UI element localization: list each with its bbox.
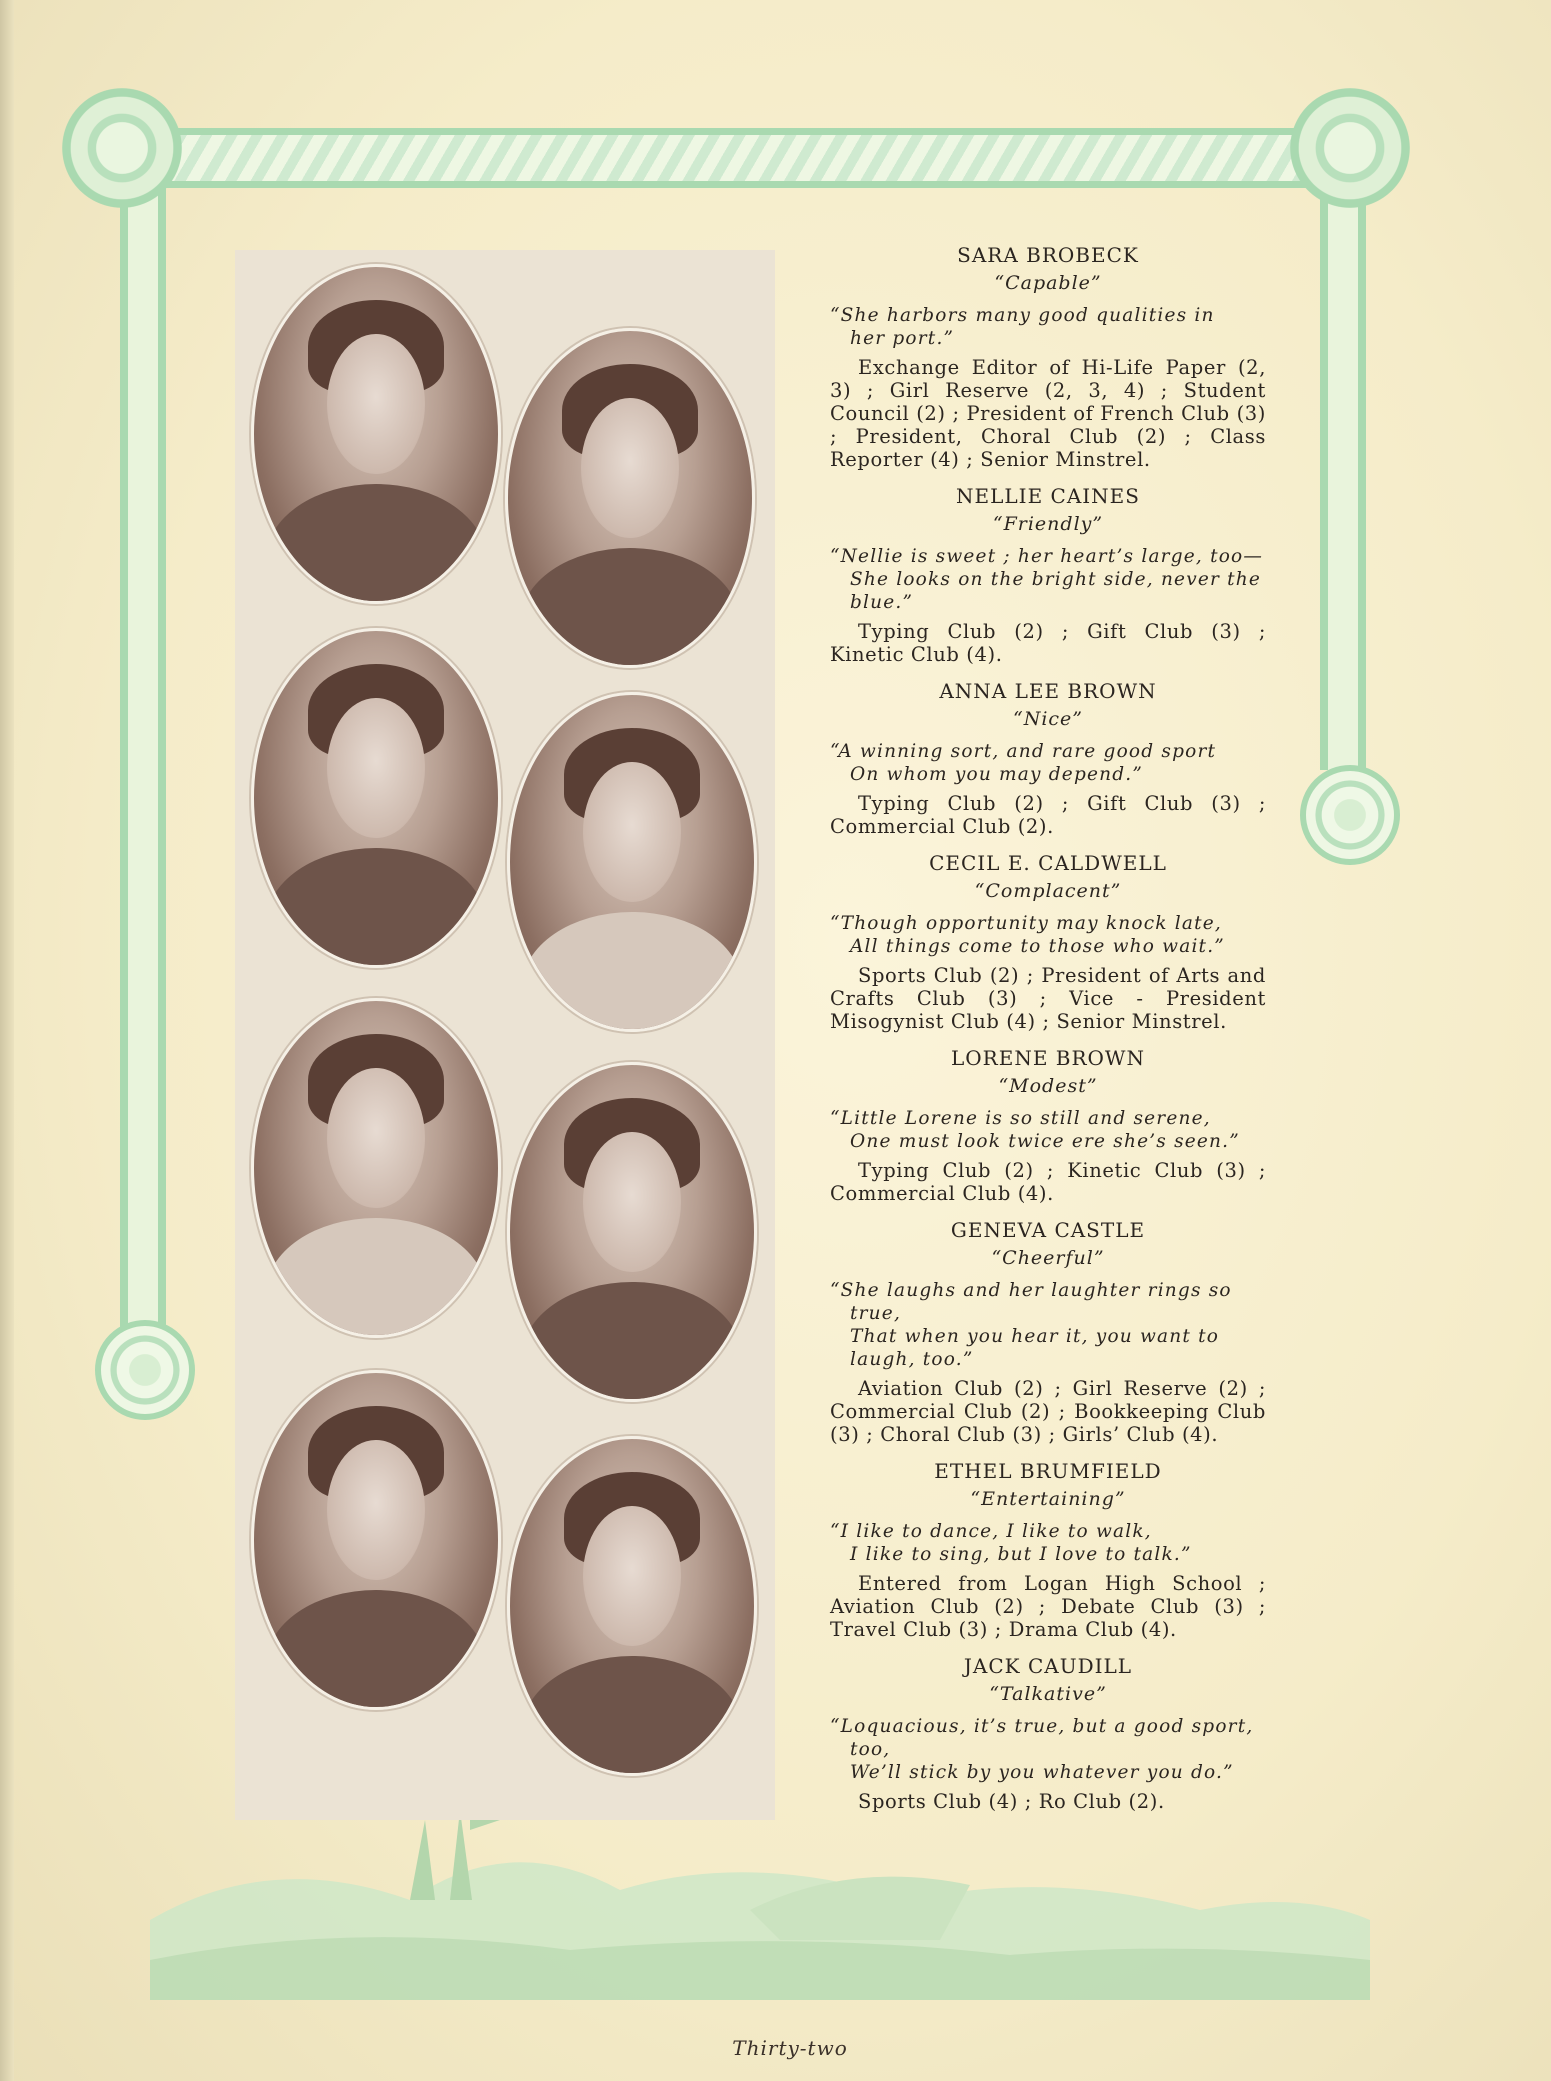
student-nickname: “Modest” (998, 1075, 1098, 1097)
student-activities: Entered from Logan High School ; Aviation Club (2) ; Debate Club (3) ; Travel Club (3) ; Drama Club (4). (830, 1572, 1266, 1641)
student-nickname: “Complacent” (974, 880, 1122, 902)
medallion-right (1300, 765, 1400, 865)
quote-line: One must look twice ere she’s seen.” (850, 1131, 1240, 1152)
student-name: JACK CAUDILL (963, 1654, 1133, 1678)
border-right-column (1320, 150, 1366, 770)
quote-line: “I like to dance, I like to walk, (830, 1521, 1152, 1542)
quote-line: She looks on the bright side, never the (850, 569, 1262, 590)
student-nickname: “Friendly” (992, 513, 1104, 535)
quote-line: All things come to those who wait.” (850, 936, 1225, 957)
portrait-anna-lee-brown (251, 628, 501, 968)
quote-line: “Nellie is sweet ; her heart’s large, too— (830, 546, 1264, 567)
student-activities: Typing Club (2) ; Gift Club (3) ; Kinetic Club (4). (830, 620, 1266, 666)
student-activities: Exchange Editor of Hi-Life Paper (2, 3) ; Girl Reserve (2, 3, 4) ; Student Council (2) ; President of French Club (3) ; President, Choral Club (2) ; Class Reporter (4) ; Senior Minstrel. (830, 356, 1266, 471)
student-name: GENEVA CASTLE (950, 1218, 1146, 1242)
entry-nellie-caines (830, 485, 1266, 666)
student-activities: Typing Club (2) ; Kinetic Club (3) ; Commercial Club (4). (830, 1159, 1266, 1205)
quote-line: her port.” (850, 328, 955, 349)
entry-geneva-castle (830, 1219, 1266, 1446)
quote-line: “She harbors many good qualities in (830, 305, 1215, 326)
corner-ornament-right (1290, 88, 1410, 208)
student-activities: Sports Club (4) ; Ro Club (2). (858, 1790, 1165, 1813)
student-quote (830, 1279, 1266, 1371)
student-quote (830, 1520, 1266, 1566)
portrait-jack-caudill (507, 1436, 757, 1776)
page-number: Thirty-two (732, 2036, 848, 2060)
student-nickname: “Nice” (1012, 708, 1083, 730)
portrait-lorene-brown (251, 998, 501, 1338)
entry-lorene-brown (830, 1047, 1266, 1205)
student-nickname: “Capable” (994, 272, 1102, 294)
student-quote (830, 545, 1266, 614)
student-quote (830, 740, 1266, 786)
portrait-ethel-brumfield (251, 1370, 501, 1710)
student-quote (830, 304, 1266, 350)
quote-line: “She laughs and her laughter rings so (830, 1280, 1232, 1301)
student-nickname: “Entertaining” (970, 1488, 1126, 1510)
quote-line: blue.” (850, 592, 914, 613)
portrait-nellie-caines (505, 328, 755, 668)
entry-ethel-brumfield (830, 1460, 1266, 1641)
quote-line: On whom you may depend.” (850, 764, 1144, 785)
corner-ornament-left (62, 88, 182, 208)
portrait-panel (235, 250, 775, 1820)
student-name: SARA BROBECK (957, 243, 1139, 267)
student-name: ETHEL BRUMFIELD (934, 1459, 1162, 1483)
student-nickname: “Cheerful” (991, 1247, 1105, 1269)
portrait-cecil-caldwell (507, 692, 757, 1032)
student-name: NELLIE CAINES (956, 484, 1140, 508)
student-activities: Aviation Club (2) ; Girl Reserve (2) ; Commercial Club (2) ; Bookkeeping Club (3) ; Choral Club (3) ; Girls’ Club (4). (830, 1377, 1266, 1446)
quote-line: “A winning sort, and rare good sport (830, 741, 1217, 762)
entry-sara-brobeck (830, 244, 1266, 471)
quote-line: true, (850, 1303, 902, 1324)
medallion-left (95, 1320, 195, 1420)
quote-line: too, (850, 1739, 891, 1760)
portrait-geneva-castle (507, 1062, 757, 1402)
quote-line: We’ll stick by you whatever you do.” (850, 1762, 1234, 1783)
quote-line: “Little Lorene is so still and serene, (830, 1108, 1211, 1129)
quote-line: I like to sing, but I love to talk.” (850, 1544, 1192, 1565)
student-quote (830, 1715, 1266, 1784)
entry-jack-caudill (830, 1655, 1266, 1813)
student-activities: Typing Club (2) ; Gift Club (3) ; Commercial Club (2). (830, 792, 1266, 838)
quote-line: “Though opportunity may knock late, (830, 913, 1222, 934)
student-name: LORENE BROWN (950, 1046, 1145, 1070)
portrait-sara-brobeck (251, 264, 501, 604)
entry-anna-lee-brown (830, 680, 1266, 838)
quote-line: That when you hear it, you want to (850, 1326, 1220, 1347)
binding-edge (0, 0, 14, 2081)
student-name: ANNA LEE BROWN (939, 679, 1157, 703)
student-nickname: “Talkative” (989, 1683, 1107, 1705)
student-activities: Sports Club (2) ; President of Arts and Crafts Club (3) ; Vice - President Misogynist Club (4) ; Senior Minstrel. (830, 964, 1266, 1033)
senior-entries (830, 244, 1266, 1827)
border-top-ornament (150, 128, 1335, 188)
quote-line: “Loquacious, it’s true, but a good sport, (830, 1716, 1254, 1737)
student-quote (830, 912, 1266, 958)
entry-cecil-caldwell (830, 852, 1266, 1033)
quote-line: laugh, too.” (850, 1349, 974, 1370)
border-left-column (120, 150, 166, 1330)
student-quote (830, 1107, 1266, 1153)
student-name: CECIL E. CALDWELL (929, 851, 1167, 875)
